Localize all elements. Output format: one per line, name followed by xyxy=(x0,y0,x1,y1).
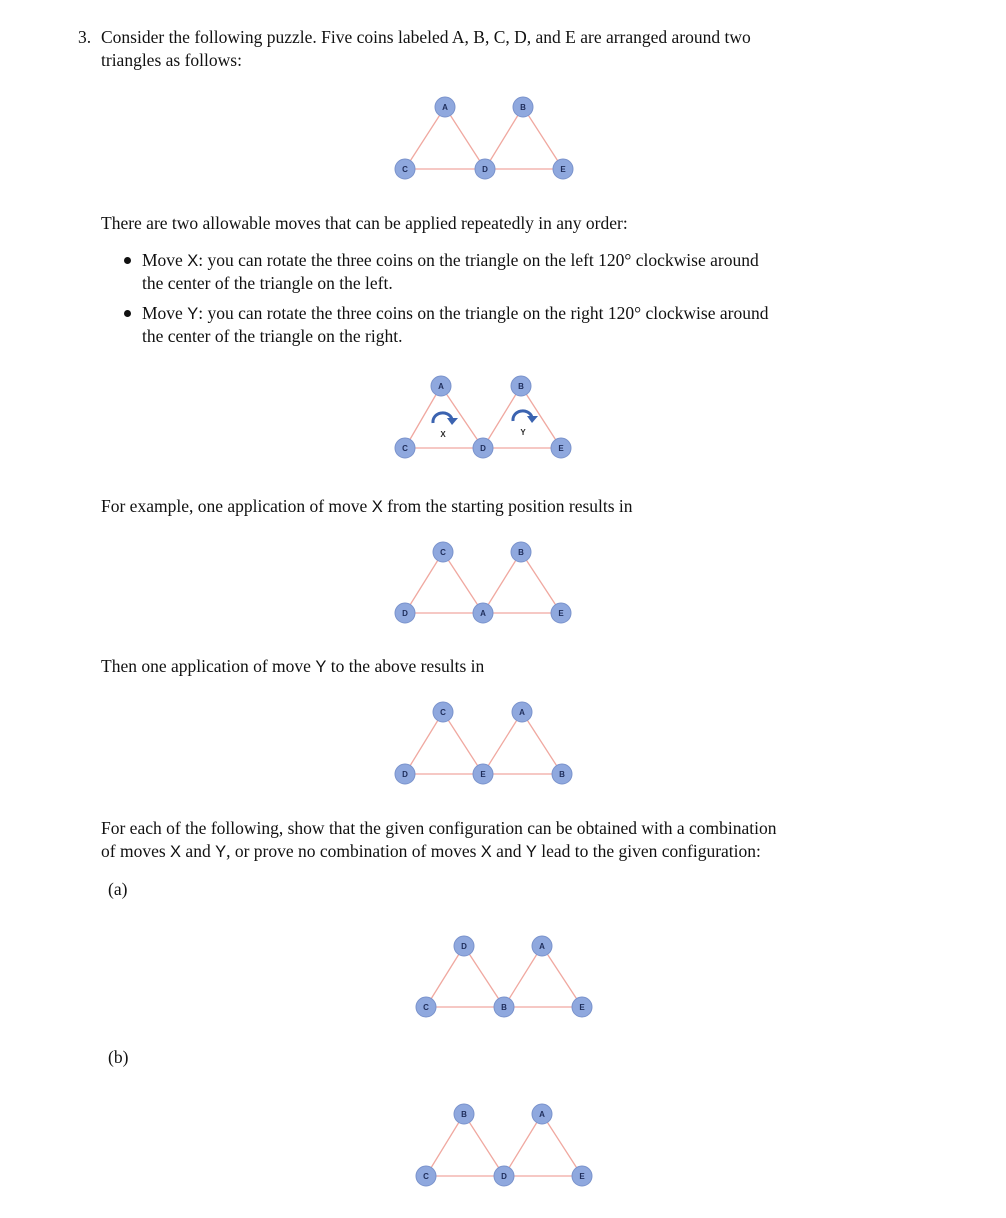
svg-text:E: E xyxy=(579,1003,585,1012)
part-b-label: (b) xyxy=(108,1047,129,1067)
edge xyxy=(523,107,563,169)
figure-after-y xyxy=(390,701,590,791)
move-y-name: Y xyxy=(187,305,199,323)
task-line-1: For each of the following, show that the given configuration can be obtained with a combination xyxy=(101,818,777,838)
coin-bottom-left xyxy=(395,159,415,179)
svg-text:D: D xyxy=(501,1172,507,1181)
figure-after-x xyxy=(390,541,590,631)
svg-text:A: A xyxy=(539,1110,545,1119)
coin-bottom-right xyxy=(572,997,592,1017)
svg-text:A: A xyxy=(442,103,448,112)
rotate-arrow-y-icon xyxy=(513,411,538,437)
svg-text:B: B xyxy=(559,770,565,779)
coin-bottom-middle xyxy=(473,764,493,784)
svg-text:B: B xyxy=(518,548,524,557)
svg-text:C: C xyxy=(440,708,446,717)
svg-text:D: D xyxy=(461,942,467,951)
coin-top-right xyxy=(532,1104,552,1124)
svg-text:A: A xyxy=(539,942,545,951)
move-y-line-1: Move Y: you can rotate the three coins on the triangle on the right 120° clockwise around xyxy=(142,303,769,323)
coin-top-right xyxy=(513,97,533,117)
svg-text:D: D xyxy=(402,770,408,779)
coin-bottom-right xyxy=(551,603,571,623)
svg-text:B: B xyxy=(518,382,524,391)
coin-top-left xyxy=(431,376,451,396)
coin-top-right xyxy=(511,376,531,396)
coin-bottom-right xyxy=(552,764,572,784)
coin-bottom-middle xyxy=(494,1166,514,1186)
rotate-arrow-x-icon xyxy=(433,413,458,439)
coin-top-left xyxy=(435,97,455,117)
coin-bottom-left xyxy=(395,764,415,784)
coin-bottom-left xyxy=(416,1166,436,1186)
svg-text:E: E xyxy=(480,770,486,779)
svg-text:E: E xyxy=(560,165,566,174)
coin-top-left xyxy=(454,936,474,956)
move-x-line-2: the center of the triangle on the left. xyxy=(142,273,393,293)
svg-text:C: C xyxy=(440,548,446,557)
figure-part-b xyxy=(411,1103,611,1193)
svg-text:C: C xyxy=(423,1172,429,1181)
coin-top-right xyxy=(512,702,532,722)
coin-top-left xyxy=(433,542,453,562)
svg-text:E: E xyxy=(579,1172,585,1181)
svg-text:X: X xyxy=(440,430,446,439)
move-x-line-1: Move X: you can rotate the three coins on the triangle on the left 120° clockwise around xyxy=(142,250,759,270)
part-a-label: (a) xyxy=(108,879,128,899)
then-text: Then one application of move Y to the above results in xyxy=(101,656,485,676)
coin-bottom-left xyxy=(395,438,415,458)
svg-text:A: A xyxy=(519,708,525,717)
svg-text:D: D xyxy=(402,609,408,618)
move-y-line-2: the center of the triangle on the right. xyxy=(142,326,403,346)
intro-line-2: triangles as follows: xyxy=(101,50,242,70)
coin-bottom-middle xyxy=(494,997,514,1017)
coin-top-right xyxy=(511,542,531,562)
bullet-y xyxy=(124,310,131,317)
bullet-x xyxy=(124,257,131,264)
svg-text:B: B xyxy=(501,1003,507,1012)
svg-text:B: B xyxy=(520,103,526,112)
svg-text:C: C xyxy=(402,444,408,453)
problem-number: 3. xyxy=(78,27,92,47)
move-x-name: X xyxy=(187,252,199,270)
coin-bottom-left xyxy=(416,997,436,1017)
coin-bottom-left xyxy=(395,603,415,623)
svg-text:E: E xyxy=(558,609,564,618)
coin-bottom-middle xyxy=(473,438,493,458)
coin-top-left xyxy=(433,702,453,722)
svg-text:A: A xyxy=(480,609,486,618)
figure-part-a xyxy=(411,935,611,1025)
svg-text:D: D xyxy=(482,165,488,174)
coin-top-right xyxy=(532,936,552,956)
coin-bottom-right xyxy=(572,1166,592,1186)
example-text: For example, one application of move X from the starting position results in xyxy=(101,496,633,516)
edge xyxy=(485,107,523,169)
svg-text:Y: Y xyxy=(520,428,526,437)
moves-intro: There are two allowable moves that can be applied repeatedly in any order: xyxy=(101,213,628,233)
svg-text:B: B xyxy=(461,1110,467,1119)
edge xyxy=(405,107,445,169)
svg-text:C: C xyxy=(423,1003,429,1012)
svg-text:A: A xyxy=(438,382,444,391)
figure-moves xyxy=(390,375,590,465)
figure-start xyxy=(390,96,590,186)
coin-top-left xyxy=(454,1104,474,1124)
task-line-2: of moves X and Y, or prove no combination of moves X and Y lead to the given configuration: xyxy=(101,841,761,861)
svg-text:E: E xyxy=(558,444,564,453)
intro-line-1: Consider the following puzzle. Five coins labeled A, B, C, D, and E are arranged around two xyxy=(101,27,751,47)
svg-text:C: C xyxy=(402,165,408,174)
coin-bottom-middle xyxy=(473,603,493,623)
svg-text:D: D xyxy=(480,444,486,453)
coin-bottom-middle xyxy=(475,159,495,179)
coin-bottom-right xyxy=(553,159,573,179)
edge xyxy=(445,107,485,169)
coin-bottom-right xyxy=(551,438,571,458)
